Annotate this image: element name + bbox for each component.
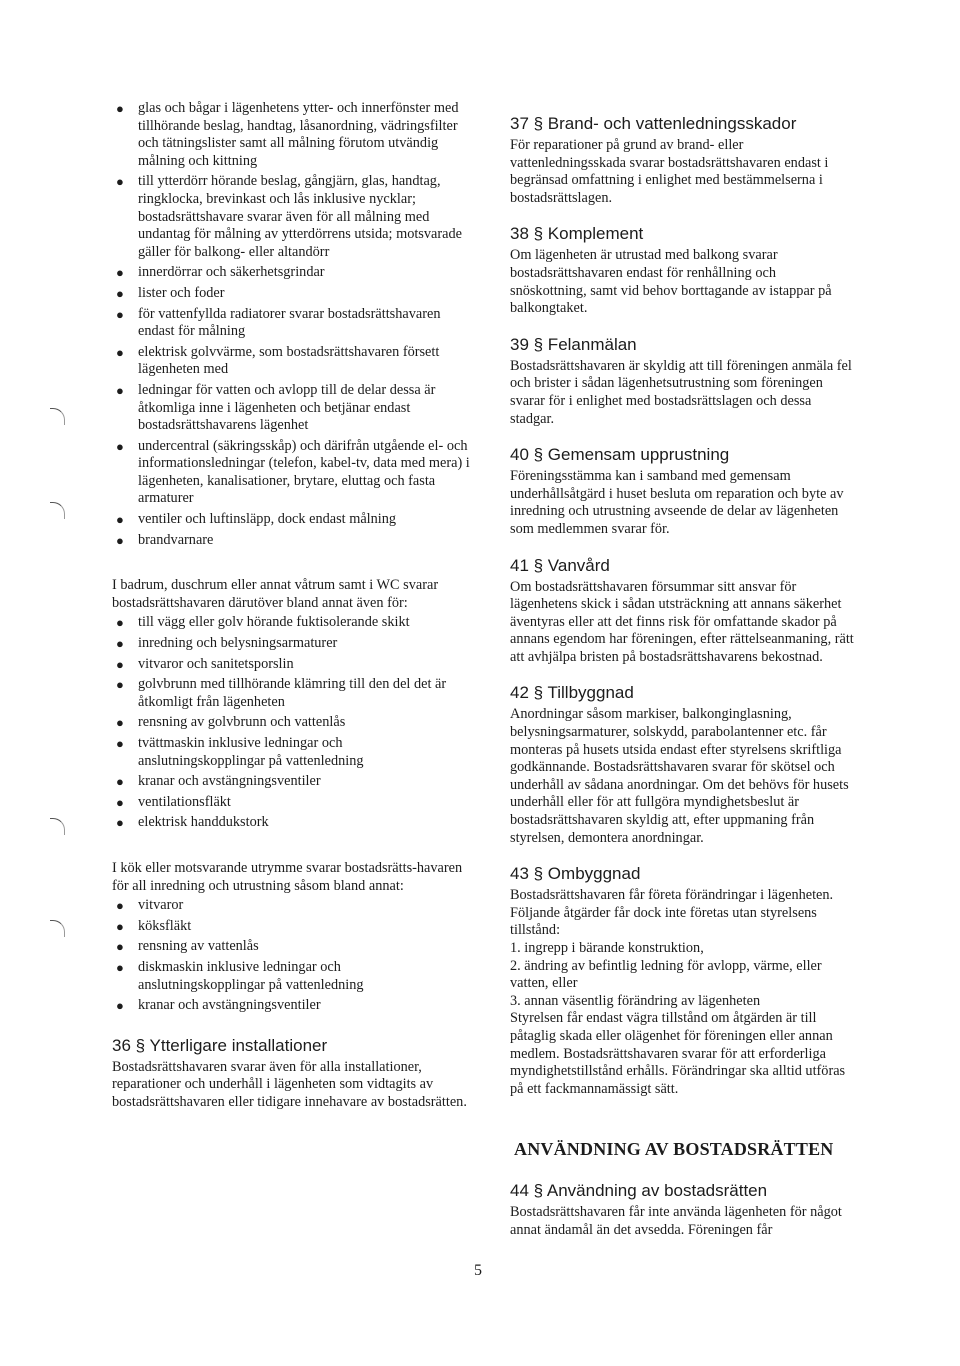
section-36-text: Bostadsrättshavaren svarar även för alla installationer, reparationer och underhåll i lägenheten som vidtagits av bostadsrättshavaren eller tidigare innehavare av bostadsrätten. [112,1058,467,1110]
bullet-icon: ● [116,815,124,831]
bullet-icon: ● [116,774,124,790]
section-43-item: 2. ändring av befintlig ledning för avlopp, värme, eller vatten, eller [510,957,822,992]
bullet-icon: ● [116,285,124,301]
list-item: ● innerdörrar och säkerhetsgrindar [116,264,325,281]
list-item: ● vitvaror och sanitetsporslin [116,655,294,672]
bullet-icon: ● [116,512,124,528]
bullet-icon: ● [116,344,124,360]
chapter-heading: ANVÄNDNING AV BOSTADSRÄTTEN [514,1139,834,1160]
list-item: ● ventiler och luftinsläpp, dock endast målning [116,511,397,528]
bullet-icon: ● [116,918,124,934]
bullet-icon: ● [116,615,124,631]
section-39 [510,334,855,428]
list-item: ● för vattenfyllda radiatorer svarar bostadsrättshavaren endast för målning [116,305,441,340]
section-38-title: 38 § Komplement [510,224,644,244]
list-item: ● ledningar för vatten och avlopp till de delar dessa är åtkomliga inne i lägenheten och betjänar endast bostadsrättshavarens lägenhet [116,381,436,434]
section-40-title: 40 § Gemensam upprustning [510,445,730,465]
bullet-icon: ● [116,898,124,914]
scan-mark [50,502,65,519]
list-item: ● rensning av vattenlås [116,938,259,955]
bullet-icon: ● [116,794,124,810]
list-item: ● elektrisk golvvärme, som bostadsrättshavaren försett lägenheten med [116,343,440,378]
bullet-icon: ● [116,265,124,281]
list-item: ● undercentral (säkringsskåp) och därifrån utgående el- och informationsledningar (telefon, kabel-tv, data med mera) i lägenheten, kanalisationer, brytare, eluttag och fasta armaturer [116,437,470,507]
bullet-icon: ● [116,715,124,731]
list-item: ● vitvaror [116,897,184,914]
bullet-icon: ● [116,306,124,322]
scan-mark [50,920,65,937]
section-44-title: 44 § Användning av bostadsrätten [510,1181,768,1201]
section-44-text: Bostadsrättshavaren får inte använda lägenheten för något annat ändamål än det avsedda. Föreningen får [510,1204,842,1238]
section-43-item: 3. annan väsentlig förändring av lägenheten [510,992,761,1009]
scan-mark [50,408,65,425]
list-item: ● till ytterdörr hörande beslag, gångjärn, glas, handtag, ringklocka, brevinkast och lås inklusive nycklar; bostadsrättshavare svarar även för all målning med undantag för målning av ytterdörrens utsida; motsvarade gäller för balkong- eller altandörr [116,173,462,260]
bullet-icon: ● [116,736,124,751]
section-39-text: Bostadsrättshavaren är skyldig att till föreningen anmäla fel och brister i sådan lägenhetsutrustning som föreningen svarar för i enlighet med bostadsrättslagen och dessa stadgar. [510,357,852,427]
list-item: ● kranar och avstängningsventiler [116,773,321,790]
kitchen-list [112,897,470,1015]
page-number: 5 [474,1262,482,1279]
list-item: ● brandvarnare [116,531,214,548]
section-40 [510,444,855,538]
list-item: ● golvbrunn med tillhörande klämring till den del det är åtkomligt från lägenheten [116,676,447,710]
bathroom-intro: I badrum, duschrum eller annat våtrum samt i WC svarar bostadsrättshavaren därutöver bland annat även för: [112,577,439,611]
section-38 [510,223,855,317]
section-40-text: Föreningsstämma kan i samband med gemensam underhållsåtgärd i huset besluta om reparation och byte av inredning och utrustning avseende de delar av lägenheten som medlemmen svarar för. [510,468,844,537]
section-37 [510,113,855,207]
list-item: ● tvättmaskin inklusive ledningar och anslutningskopplingar på vattenledning [116,735,364,769]
list-item: ● diskmaskin inklusive ledningar och anslutningskopplingar på vattenledning [116,958,364,993]
bullet-icon: ● [116,656,124,672]
bullet-icon: ● [116,532,124,548]
bullet-icon: ● [116,101,124,116]
section-44 [510,1180,855,1239]
section-41 [510,555,855,667]
list-item: ● lister och foder [116,284,225,301]
bullet-icon: ● [116,677,124,693]
section-43-title: 43 § Ombyggnad [510,864,641,884]
bullet-icon: ● [116,959,124,975]
section-41-title: 41 § Vanvård [510,555,610,575]
section-43-outro: Styrelsen får endast vägra tillstånd om åtgärden är till påtaglig skada eller olägenhet för föreningen eller annan medlem. Bostadsrättshavaren svarar för att erforderliga myndighetstillstånd erhålls. Förändringar ska alltid utföras på ett fackmannamässigt sätt. [510,1010,846,1097]
section-39-title: 39 § Felanmälan [510,334,637,354]
list-item: ● inredning och belysningsarmaturer [116,635,338,652]
bathroom-list [112,614,470,832]
section-42-text: Anordningar såsom markiser, balkonginglasning, belysningsarmaturer, solskydd, parabolantenner etc. får monteras på husets utsida endast efter styrelsens skriftliga godkännande. Bostadsrättshavaren svarar för skötsel och underhåll av sådana anordningar. Om det behövs för husets underhåll eller för att fullgöra myndighetsbeslut är bostadsrättshavaren skyldig att, efter uppmaning från styrelsen, demontera anordningar. [510,706,849,846]
section-36-title: 36 § Ytterligare installationer [112,1035,328,1055]
list-item: ● kranar och avstängningsventiler [116,997,321,1014]
section-42 [510,682,855,847]
list-item: ● elektrisk handdukstork [116,814,269,831]
bullet-icon: ● [116,939,124,955]
bullet-icon: ● [116,438,124,454]
scan-mark [50,818,65,835]
left-column [112,100,470,1112]
list-item: ● köksfläkt [116,917,192,934]
section-38-text: Om lägenheten är utrustad med balkong svarar bostadsrättshavaren endast för renhållning och snöskottning, samt vid behov borttagande av istappar på balkongtaket. [510,247,832,317]
bullet-icon: ● [116,636,124,652]
section-41-text: Om bostadsrättshavaren försummar sitt ansvar för lägenhetens skick i sådan utsträckning att annans säkerhet äventyras eller att det finns risk för omfattande skador på annans egendom har föreningen, efter rättelseanmaning, rätt att avhjälpa bristen på bostadsrättshavarens bekostnad. [510,578,854,665]
list-item: ● till vägg eller golv hörande fuktisolerande skikt [116,614,410,631]
section-37-title: 37 § Brand- och vattenledningsskador [510,114,797,133]
installation-list [112,100,470,549]
bullet-icon: ● [116,174,124,190]
right-column [510,113,855,1256]
section-43-intro: Bostadsrättshavaren får företa förändringar i lägenheten. Följande åtgärder får dock inte företas utan styrelsens tillstånd: [510,887,834,939]
bullet-icon: ● [116,382,124,398]
list-item: ● ventilationsfläkt [116,793,231,810]
list-item: ● glas och bågar i lägenhetens ytter- och innerfönster med tillhörande beslag, handtag, låsanordning, vädringsfilter och tätningslister samt all målning förutom utvändig målning och kittning [116,100,459,169]
section-42-title: 42 § Tillbyggnad [510,683,634,703]
list-item: ● rensning av golvbrunn och vattenlås [116,714,346,731]
bullet-icon: ● [116,998,124,1014]
kitchen-intro: I kök eller motsvarande utrymme svarar bostadsrätts-havaren för all inredning och utrustning såsom bland annat: [112,859,463,894]
section-43 [510,863,855,1098]
section-43-item: 1. ingrepp i bärande konstruktion, [510,940,704,956]
section-37-text: För reparationer på grund av brand- eller vattenledningsskada svarar bostadsrättshavaren endast i begränsad omfattning i enlighet med bestämmelserna i bostadsrättslagen. [510,137,829,206]
